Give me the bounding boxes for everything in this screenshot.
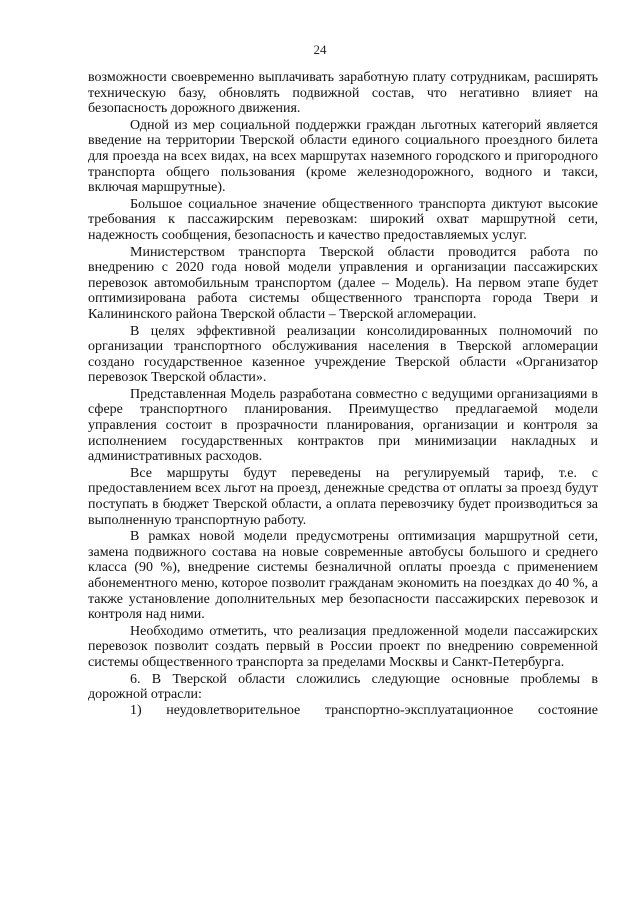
paragraph-new-model: Министерством транспорта Тверской области проводится работа по внедрению с 2020 года новой модели управления и организации пассажирских перевозок автомобильным транспортом (далее – Модель). На первом этапе будет оптимизирована работа системы общественного транспорта города Твери и Калининского района Тверской области – Тверской агломерации. [88,244,598,322]
paragraph-model-advantages: Представленная Модель разработана совместно с ведущими организациями в сфере транспортного планирования. Преимущество предлагаемой модели управления состоит в прозрачности планирования, организации и контроля за исполнением государственных контрактов при минимизации накладных и административных расходов. [88,386,598,465]
paragraph-regulated-tariff: Все маршруты будут переведены на регулируемый тариф, т.е. с предоставлением всех льгот на проезд, денежные средства от оплаты за проезд будут поступать в бюджет Тверской области, а оплата перевозчику будет производиться за выполненную транспортную работу. [88,465,598,528]
paragraph-transport-requirements: Большое социальное значение общественного транспорта диктуют высокие требования к пассажирским перевозкам: широкий охват маршрутной сети, надежность сообщения, безопасность и качество предоставляемых услуг. [88,196,598,243]
paragraph-first-in-russia: Необходимо отметить, что реализация предложенной модели пассажирских перевозок позволит создать первый в России проект по внедрению современной системы общественного транспорта за пределами Москвы и Санкт-Петербурга. [88,623,598,670]
paragraph-road-problems: 6. В Тверской области сложились следующие основные проблемы в дорожной отрасли: [88,671,598,703]
paragraph-organizer: В целях эффективной реализации консолидированных полномочий по организации транспортного обслуживания населения в Тверской агломерации создано государственное казенное учреждение Тверской области «Организатор перевозок Тверской области». [88,323,598,386]
document-body [88,70,598,718]
paragraph-continuation: возможности своевременно выплачивать заработную плату сотрудникам, расширять техническую базу, обновлять подвижной состав, что негативно влияет на безопасность дорожного движения. [88,70,598,117]
paragraph-route-optimization: В рамках новой модели предусмотрены оптимизация маршрутной сети, замена подвижного состава на новые современные автобусы большого и среднего класса (90 %), внедрение системы безналичной оплаты проезда с применением абонементного меню, которое позволит гражданам экономить на поездках до 40 %, а также установление дополнительных мер безопасности пассажирских перевозок и контроля над ними. [88,529,598,623]
page-number: 24 [313,42,327,57]
list-item: 1) неудовлетворительное транспортно-эксплуатационное состояние [130,702,598,718]
paragraph-social-ticket: Одной из мер социальной поддержки граждан льготных категорий является введение на территории Тверской области единого социального проездного билета для проезда на всех видах, на всех маршрутах наземного городского и пригородного транспорта общего пользования (кроме железнодорожного, водного и такси, включая маршрутные). [88,117,598,196]
